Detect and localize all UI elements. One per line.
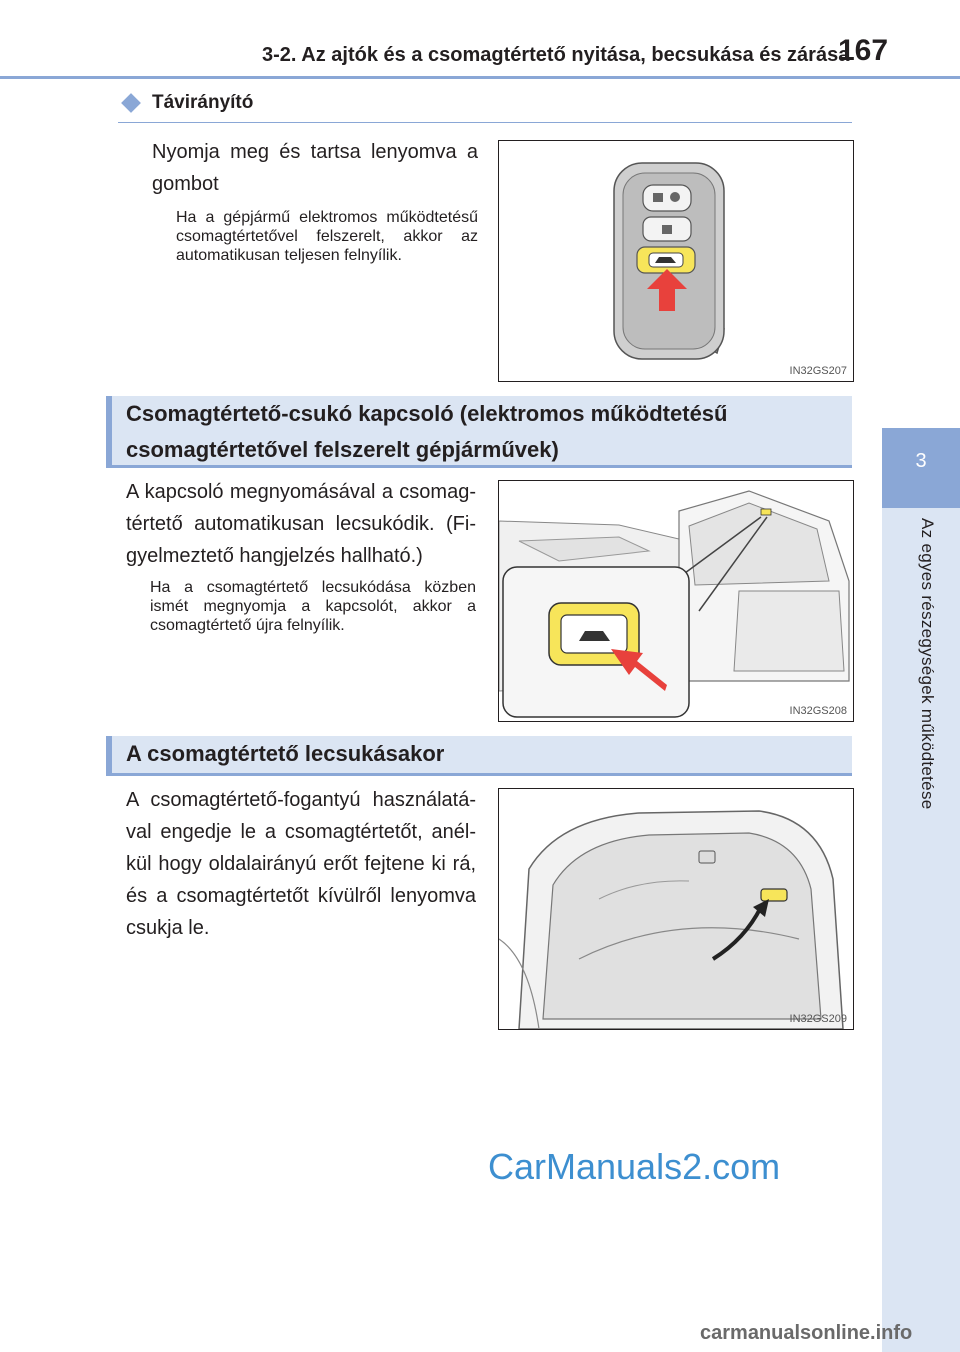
section-heading-switch <box>106 396 852 468</box>
section-heading-closing <box>106 736 852 776</box>
trunk-switch-illustration <box>499 481 853 721</box>
chapter-title: Az egyes részegységek működtetése <box>918 518 937 810</box>
watermark-link[interactable]: CarManuals2.com <box>488 1146 781 1187</box>
subsection-title-text: Távirányító <box>152 92 254 113</box>
section-heading-closing-text: A csomagtértető lecsukásakor <box>126 741 445 766</box>
closing-body-text: A csomagtértető-fogantyú használatával engedje le a csomagtértetőt, anélkül hogy oldalairányú erőt fejtene ki rá, és a csomagtértetőt kívülről lenyomva csukja le. <box>126 789 476 939</box>
figure-code: IN32GS209 <box>789 1013 847 1025</box>
switch-note-text: Ha a csomagtértető lecsukódása közben ismét megnyomja a kapcsolót, akkor a csomagtértető újra felnyílik. <box>150 579 476 634</box>
header-rule <box>0 76 960 79</box>
figure-code: IN32GS207 <box>789 365 847 377</box>
footer-site-link[interactable]: carmanualsonline.info <box>700 1322 913 1344</box>
section-heading-switch-text: Csomagtértető-csukó kapcsoló (elektromos működtetésű csomagtértetővel felszerelt gépjárművek) <box>126 401 728 462</box>
subsection-rule <box>118 122 852 123</box>
remote-key-illustration <box>499 141 853 381</box>
subsection-title <box>120 92 253 114</box>
remote-note-text: Ha a gépjármű elektromos működtetésű csomagtértetővel felszerelt, akkor az automatikusan teljesen felnyílik. <box>176 209 478 264</box>
chapter-tab <box>882 428 960 508</box>
remote-key-figure <box>498 140 854 382</box>
diamond-bullet-icon <box>121 93 141 113</box>
remote-body-text: Nyomja meg és tartsa lenyomva a gombot <box>152 141 478 195</box>
trunk-switch-figure <box>498 480 854 722</box>
switch-body-text: A kapcsoló megnyomásával a csomagtértető automatikusan lecsukódik. (Figyelmeztető hangjelzés hallható.) <box>126 481 476 567</box>
figure-code: IN32GS208 <box>789 705 847 717</box>
chapter-number: 3 <box>915 450 927 472</box>
trunk-handle-illustration <box>499 789 853 1029</box>
page-number: 167 <box>838 34 889 67</box>
trunk-handle-figure <box>498 788 854 1030</box>
running-header-title: 3-2. Az ajtók és a csomagtértető nyitása, becsukása és zárása <box>262 44 850 66</box>
